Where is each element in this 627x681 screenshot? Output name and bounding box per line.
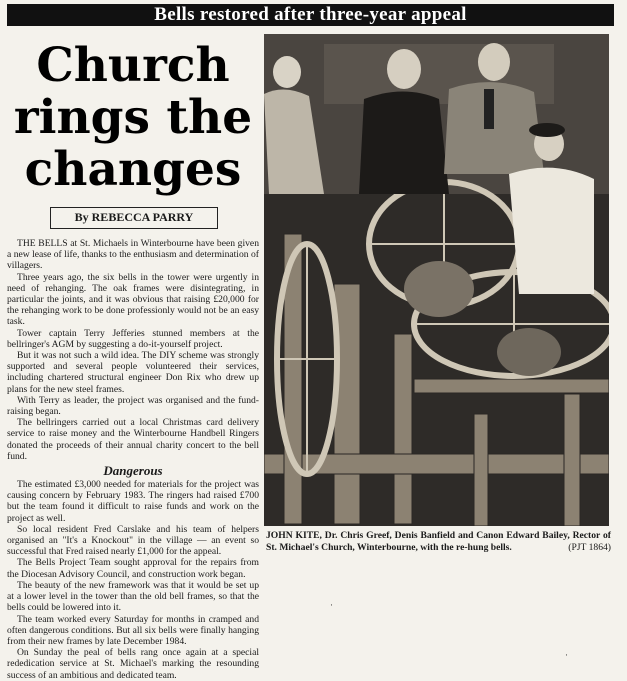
photo-credit: (PJT 1864) (568, 541, 611, 553)
section-banner: Bells restored after three-year appeal (7, 4, 614, 26)
paragraph: THE BELLS at St. Michaels in Winterbourne have been given a new lease of life, thanks to the enthusiasm and determination of villagers. (7, 238, 259, 272)
paragraph: The estimated £3,000 needed for materials for the project was causing concern by February 1983. The ringers had raised £700 but the team found it difficult to raise funds and work on the project as well. (7, 479, 259, 524)
caption-text: JOHN KITE, Dr. Chris Greef, Denis Banfield and Canon Edward Bailey, Rector of St. Michael's Church, Winterbourne, with the re-hung bells. (266, 530, 611, 553)
print-speck: · (565, 650, 568, 660)
paragraph: But it was not such a wild idea. The DIY scheme was strongly supported and several people volunteered their services, including chartered structural engineer Don Rix who drew up plans for the new steel frames. (7, 350, 259, 395)
paragraph: With Terry as leader, the project was organised and the fund-raising began. (7, 394, 259, 418)
headline-line-3: changes (24, 142, 242, 197)
photo-illustration (264, 34, 609, 526)
bell-tower-photo (264, 34, 609, 526)
paragraph: On Sunday the peal of bells rang once again at a special rededication service at St. Michael's marking the resounding success of an ambitious and dedicated team. (7, 647, 259, 681)
paragraph: The bellringers carried out a local Christmas card delivery service to raise money and the Winterbourne Handbell Ringers donated the proceeds of their annual charity concert to the bell fund. (7, 417, 259, 462)
article-body (7, 238, 259, 681)
paragraph: Tower captain Terry Jefferies stunned members at the bellringer's AGM by suggesting a do-it-yourself project. (7, 327, 259, 350)
paragraph: The Bells Project Team sought approval for the repairs from the Diocesan Advisory Council, and construction work began. (7, 557, 259, 580)
paragraph: The beauty of the new framework was that it would be set up at a lower level in the tower than the old bell frames, so that the bells could be lowered into it. (7, 579, 259, 614)
byline: By REBECCA PARRY (50, 207, 218, 229)
headline-line-1: Church (36, 38, 230, 93)
subheading: Dangerous (103, 463, 163, 479)
photo-caption (266, 530, 611, 553)
print-speck: · (330, 600, 333, 610)
paragraph: Three years ago, the six bells in the tower were urgently in need of rehanging. The oak frames were disintegrating, in particular the joints, and it was obvious that raising £20,000 for the rehanging work to be done professionly would not be an easy task. (7, 271, 259, 328)
headline (8, 40, 258, 196)
paragraph: The team worked every Saturday for months in cramped and often dangerous conditions. But all six bells were finally hanging from their new frames by late December 1984. (7, 613, 259, 647)
paragraph: So local resident Fred Carslake and his team of helpers organised an "It's a Knockout" in the village — an event so successful that Fred raised nearly £1,000 for the appeal. (7, 523, 259, 558)
headline-line-2: rings the (13, 90, 253, 145)
